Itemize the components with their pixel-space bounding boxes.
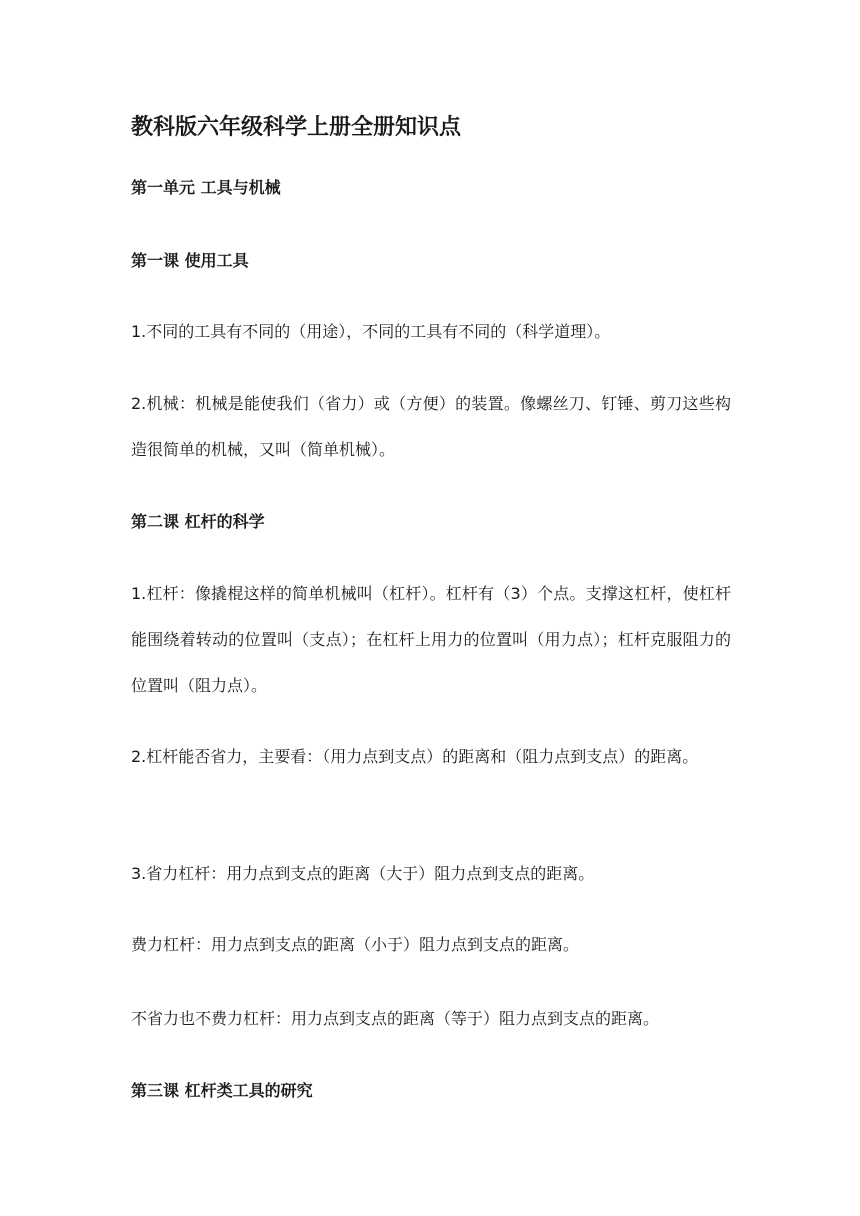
- lesson-2-paragraph-3: 3.省力杠杆：用力点到支点的距离（大于）阻力点到支点的距离。: [131, 864, 595, 883]
- lesson-1-paragraph-1: 1.不同的工具有不同的（用途），不同的工具有不同的（科学道理）。: [131, 322, 611, 341]
- lesson-2-paragraph-4: 费力杠杆：用力点到支点的距离（小于）阻力点到支点的距离。: [131, 935, 580, 954]
- document-title: 教科版六年级科学上册全册知识点: [131, 115, 462, 140]
- lesson-2-heading: 第二课 杠杆的科学: [131, 512, 265, 531]
- lesson-1-paragraph-2: 2.机械：机械是能使我们（省力）或（方便）的装置。像螺丝刀、钉锤、剪刀这些构造很简单的机械，又叫（简单机械）。: [131, 394, 731, 459]
- lesson-1-heading: 第一课 使用工具: [131, 251, 249, 270]
- lesson-2-paragraph-5: 不省力也不费力杠杆：用力点到支点的距离（等于）阻力点到支点的距离。: [131, 1009, 660, 1028]
- unit-heading: 第一单元 工具与机械: [131, 178, 281, 197]
- lesson-3-heading: 第三课 杠杆类工具的研究: [131, 1081, 313, 1100]
- lesson-2-paragraph-1: 1.杠杆：像撬棍这样的简单机械叫（杠杆）。杠杆有（3）个点。支撑这杠杆，使杠杆能围绕着转动的位置叫（支点）；在杠杆上用力的位置叫（用力点）；杠杆克服阻力的位置叫（阻力点）。: [131, 584, 731, 695]
- document-page: [131, 0, 731, 1216]
- lesson-2-paragraph-2: 2.杠杆能否省力，主要看：（用力点到支点）的距离和（阻力点到支点）的距离。: [131, 747, 699, 766]
